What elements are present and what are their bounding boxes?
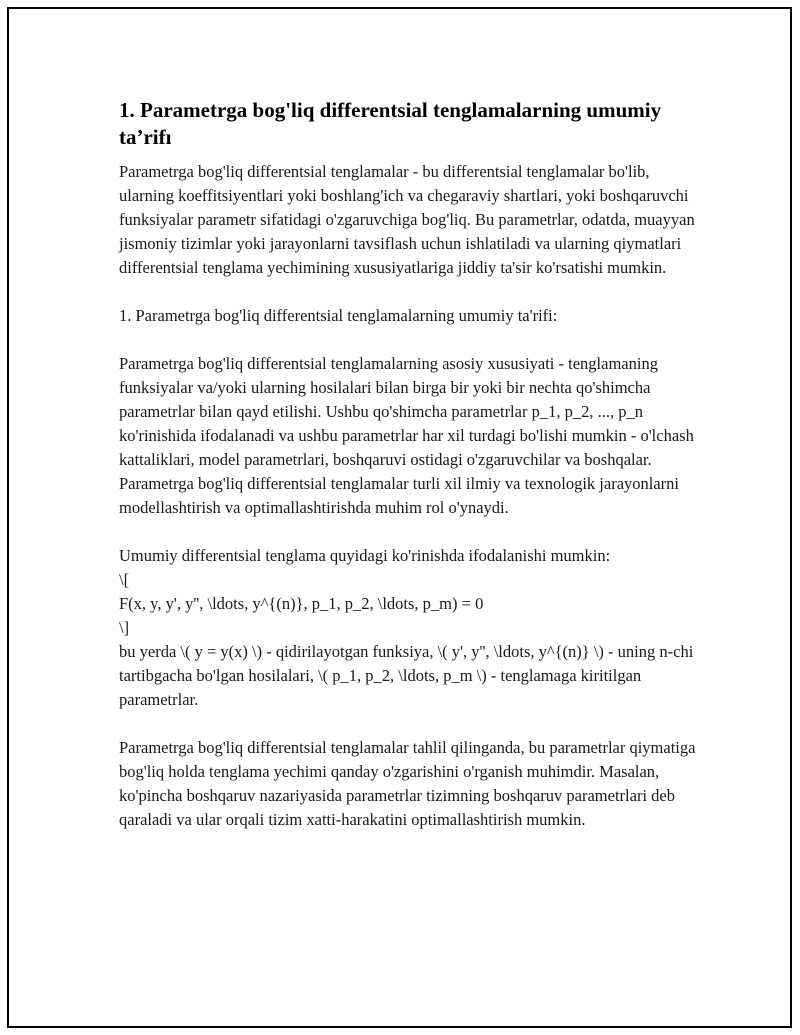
- formula-explanation: bu yerda \( y = y(x) \) - qidirilayotgan funksiya, \( y', y'', \ldots, y^{(n)} \) - uning n-chi tartibgacha bo'lgan hosilalari, \( p_1, p_2, \ldots, p_m \) - tenglamaga kiritilgan parametrlar.: [119, 642, 694, 709]
- document-body: [119, 97, 697, 856]
- document-title: 1. Parametrga bog'liq differentsial tenglamalarning umumiy ta’rifı: [119, 98, 662, 149]
- formula-intro: Umumiy differentsial tenglama quyidagi ko'rinishda ifodalanishi mumkin:: [119, 546, 611, 565]
- formula-close-delimiter: \]: [119, 618, 130, 637]
- formula-open-delimiter: \[: [119, 570, 130, 589]
- formula-equation: F(x, y, y', y'', \ldots, y^{(n)}, p_1, p_2, \ldots, p_m) = 0: [119, 594, 484, 613]
- formula-block: [119, 544, 697, 712]
- paragraph-definition: Parametrga bog'liq differentsial tenglamalar - bu differentsial tenglamalar bo'lib, ularning koeffitsiyentlari yoki boshlang'ich va chegaraviy shartlari, yoki boshqaruvchi funksiyalar parametr sifatidagi o'zgaruvchiga bog'liq. Bu parametrlar, odatda, muayyan jismoniy tizimlar yoki jarayonlarni tavsiflash uchun ishlatiladi va ularning qiymatlari differentsial tenglama yechimining xususiyatlariga jiddiy ta'sir ko'rsatishi mumkin.: [119, 162, 695, 277]
- paragraph-closing: Parametrga bog'liq differentsial tenglamalar tahlil qilinganda, bu parametrlar qiymatiga bog'liq holda tenglama yechimi qanday o'zgarishini o'rganish muhimdir. Masalan, ko'pincha boshqaruv nazariyasida parametrlar tizimning boshqaruv parametrlari deb qaraladi va ular orqali tizim xatti-harakatini optimallashtirish mumkin.: [119, 738, 696, 829]
- page-frame: [7, 7, 792, 1028]
- paragraph-section-heading: 1. Parametrga bog'liq differentsial tenglamalarning umumiy ta'rifi:: [119, 306, 558, 325]
- paragraph-main-property: Parametrga bog'liq differentsial tenglamalarning asosiy xususiyati - tenglamaning funksiyalar va/yoki ularning hosilalari bilan birga bir yoki bir nechta qo'shimcha parametrlar bilan qayd etilishi. Ushbu qo'shimcha parametrlar p_1, p_2, ..., p_n ko'rinishida ifodalanadi va ushbu parametrlar har xil turdagi bo'lishi mumkin - o'lchash kattaliklari, model parametrlari, boshqaruvi ostidagi o'zgaruvchilar va boshqalar. Parametrga bog'liq differentsial tenglamalar turli xil ilmiy va texnologik jarayonlarni modellashtirish va optimallashtirishda muhim rol o'ynaydi.: [119, 354, 694, 517]
